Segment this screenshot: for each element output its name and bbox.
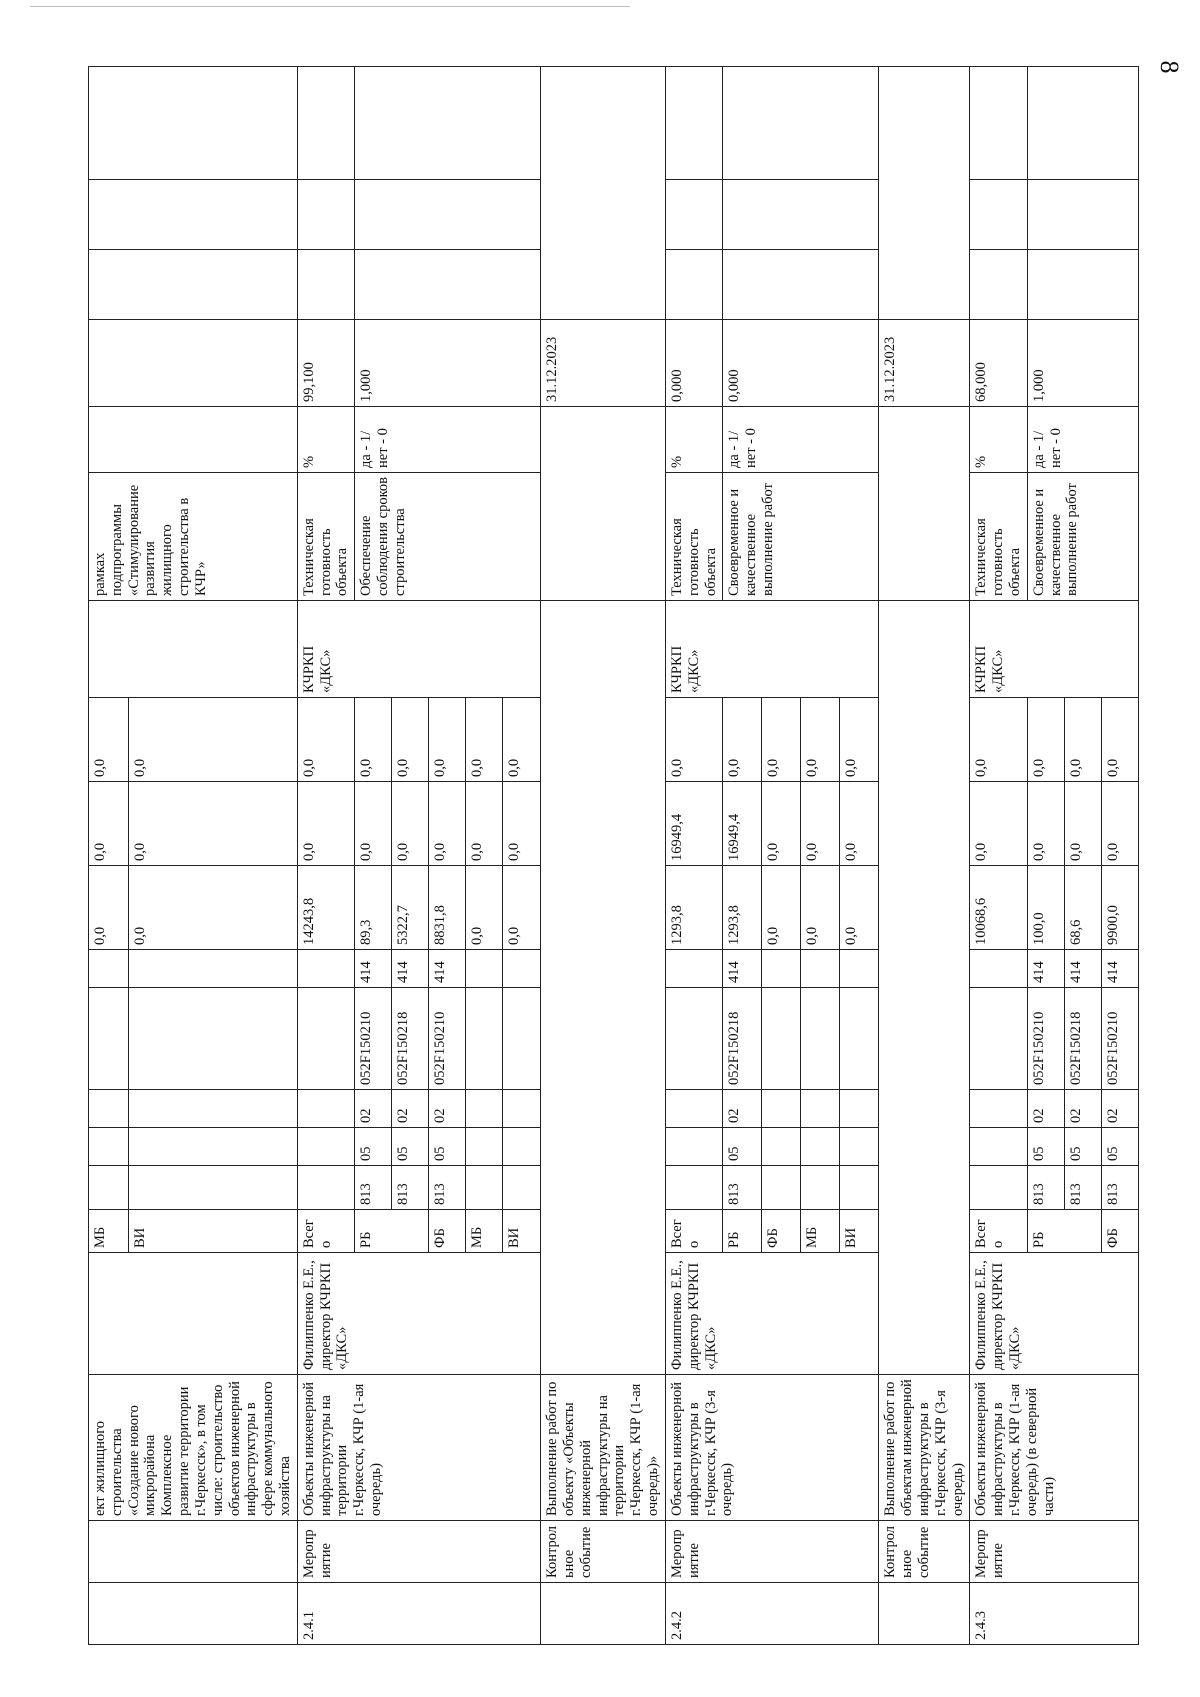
- source: ВИ: [840, 1210, 879, 1253]
- amount-total: 0,0: [762, 866, 801, 950]
- amount-y2: 0,0: [89, 782, 129, 866]
- amount-total: 0,0: [503, 866, 541, 950]
- indicator-value: 0,000: [723, 320, 879, 407]
- amount-total: 5322,7: [392, 866, 429, 950]
- amount-y3: 0,0: [1064, 698, 1101, 782]
- amount-total: 100,0: [1027, 866, 1064, 950]
- page-number: 8: [1155, 60, 1184, 74]
- table-row: [879, 67, 970, 1645]
- executor: КЧРКП «ДКС»: [297, 601, 540, 698]
- event-name: Выполнение работ по объекту «Объекты инженерной инфраструктуры на территории г.Черкесск, КЧР (1-ая очередь)»: [541, 1375, 666, 1521]
- source: РБ: [1027, 1210, 1101, 1253]
- amount-y3: 0,0: [665, 698, 722, 782]
- source: МБ: [466, 1210, 503, 1253]
- source: Всего: [970, 1210, 1027, 1253]
- amount-y3: 0,0: [1101, 698, 1138, 782]
- amount-y2: 0,0: [392, 782, 429, 866]
- item-name: Объекты инженерной инфраструктуры в г.Черкесск, КЧР (1-ая очередь) (в северной части): [970, 1375, 1138, 1521]
- amount-y3: 0,0: [297, 698, 354, 782]
- amount-total: 14243,8: [297, 866, 354, 950]
- amount-y3: 0,0: [970, 698, 1027, 782]
- amount-y3: 0,0: [355, 698, 392, 782]
- table-row: РБ 813 05 02 052F150210 414 89,3 0,0 0,0 Обеспечение соблюдения сроков строительства да - 1/ нет - 0 1,000: [355, 67, 392, 1645]
- program-table: [88, 66, 1139, 1645]
- source: ВИ: [503, 1210, 541, 1253]
- responsible: Филиппенко Е.Е., директор КЧРКП «ДКС»: [665, 1253, 878, 1375]
- event-name: Выполнение работ по объектам инженерной инфраструктуры в г.Черкесск, КЧР (3-я очередь): [879, 1375, 970, 1521]
- event-date: 31.12.2023: [879, 320, 970, 407]
- amount-y2: 0,0: [503, 782, 541, 866]
- table-row: [665, 67, 722, 1645]
- indicator-unit: %: [665, 407, 722, 473]
- source: ВИ: [128, 1210, 297, 1253]
- amount-total: 68,6: [1064, 866, 1101, 950]
- table-row: ФБ 813 05 02 052F150210 414 8831,8 0,0 0,0: [429, 67, 466, 1645]
- table-row: РБ 813 05 02 052F150218 414 1293,8 16949,4 0,0 Своевременное и качественное выполнение работ да - 1/ нет - 0 0,000: [723, 67, 762, 1645]
- amount-total: 1293,8: [723, 866, 762, 950]
- executor: КЧРКП «ДКС»: [970, 601, 1138, 698]
- indicator-unit: %: [297, 407, 354, 473]
- amount-y3: 0,0: [801, 698, 840, 782]
- item-name: Объекты инженерной инфраструктуры на территории г.Черкесск, КЧР (1-ая очередь): [297, 1375, 540, 1521]
- amount-y2: 0,0: [1101, 782, 1138, 866]
- indicator-name: Техническая готовность объекта: [297, 473, 354, 601]
- table-row: 813 05 02 052F150218 414 5322,7 0,0 0,0: [392, 67, 429, 1645]
- amount-y3: 0,0: [128, 698, 297, 782]
- amount-y3: 0,0: [840, 698, 879, 782]
- amount-total: 0,0: [801, 866, 840, 950]
- item-name: Объекты инженерной инфраструктуры в г.Черкесск, КЧР (3-я очередь): [665, 1375, 878, 1521]
- indicator-value: 1,000: [1027, 320, 1138, 407]
- amount-y3: 0,0: [429, 698, 466, 782]
- event-type: Контрольное событие: [879, 1521, 970, 1583]
- table-row: [970, 67, 1027, 1645]
- indicator-unit: да - 1/ нет - 0: [1027, 407, 1138, 473]
- event-type: Контрольное событие: [541, 1521, 666, 1583]
- item-number: 2.4.3: [970, 1583, 1138, 1645]
- item-number: 2.4.1: [297, 1583, 540, 1645]
- amount-total: 89,3: [355, 866, 392, 950]
- indicator-name: Своевременное и качественное выполнение работ: [1027, 473, 1138, 601]
- amount-total: 0,0: [840, 866, 879, 950]
- indicator-unit: да - 1/ нет - 0: [723, 407, 879, 473]
- table-row: 813 05 02 052F150218 414 68,6 0,0 0,0: [1064, 67, 1101, 1645]
- amount-y2: 0,0: [355, 782, 392, 866]
- table-row: [89, 67, 129, 1645]
- amount-y2: 0,0: [970, 782, 1027, 866]
- amount-y3: 0,0: [466, 698, 503, 782]
- source: ФБ: [429, 1210, 466, 1253]
- amount-y2: 0,0: [801, 782, 840, 866]
- source: РБ: [355, 1210, 429, 1253]
- indicator-value: 68,000: [970, 320, 1027, 407]
- amount-total: 1293,8: [665, 866, 722, 950]
- item-number: 2.4.2: [665, 1583, 878, 1645]
- responsible: Филиппенко Е.Е., директор КЧРКП «ДКС»: [970, 1253, 1138, 1375]
- amount-y2: 0,0: [466, 782, 503, 866]
- indicator-name: Своевременное и качественное выполнение работ: [723, 473, 879, 601]
- amount-y2: 0,0: [1064, 782, 1101, 866]
- source: ФБ: [762, 1210, 801, 1253]
- indicator-name: рамках подпрограммы «Стимулирование развития жилищного строительства в КЧР»: [89, 473, 298, 601]
- item-type: Мероприятие: [297, 1521, 540, 1583]
- table-row: ФБ 813 05 02 052F150210 414 9900,0 0,0 0,0: [1101, 67, 1138, 1645]
- amount-y2: 16949,4: [723, 782, 762, 866]
- indicator-value: 99,100: [297, 320, 354, 407]
- item-type: Мероприятие: [970, 1521, 1138, 1583]
- item-type: Мероприятие: [665, 1521, 878, 1583]
- indicator-value: 0,000: [665, 320, 722, 407]
- amount-y3: 0,0: [762, 698, 801, 782]
- indicator-unit: да - 1/ нет - 0: [355, 407, 541, 473]
- amount-y3: 0,0: [89, 698, 129, 782]
- indicator-unit: %: [970, 407, 1027, 473]
- amount-y2: 0,0: [1027, 782, 1064, 866]
- source: Всего: [297, 1210, 354, 1253]
- amount-y3: 0,0: [392, 698, 429, 782]
- amount-y2: 16949,4: [665, 782, 722, 866]
- amount-y2: 0,0: [297, 782, 354, 866]
- amount-y2: 0,0: [762, 782, 801, 866]
- amount-y3: 0,0: [1027, 698, 1064, 782]
- source: МБ: [89, 1210, 129, 1253]
- event-name: ект жилищного строительства «Создание нового микрорайона Комплексное развитие территории г.Черкесск», в том числе: строительство объектов инженерной инфраструктуры в сфере коммунального хозяйства: [89, 1375, 298, 1521]
- source: РБ: [723, 1210, 762, 1253]
- amount-y2: 0,0: [429, 782, 466, 866]
- amount-y3: 0,0: [723, 698, 762, 782]
- indicator-name: Техническая готовность объекта: [665, 473, 722, 601]
- rotated-page: [88, 67, 1183, 1645]
- source: МБ: [801, 1210, 840, 1253]
- indicator-value: 1,000: [355, 320, 541, 407]
- table-row: [541, 67, 666, 1645]
- executor: КЧРКП «ДКС»: [665, 601, 878, 698]
- source: ФБ: [1101, 1210, 1138, 1253]
- indicator-name: Обеспечение соблюдения сроков строительства: [355, 473, 541, 601]
- table-row: РБ 813 05 02 052F150210 414 100,0 0,0 0,0 Своевременное и качественное выполнение работ да - 1/ нет - 0 1,000: [1027, 67, 1064, 1645]
- scan-top-edge: [30, 6, 630, 7]
- amount-y2: 0,0: [128, 782, 297, 866]
- amount-total: 8831,8: [429, 866, 466, 950]
- responsible: Филиппенко Е.Е., директор КЧРКП «ДКС»: [297, 1253, 540, 1375]
- amount-total: 0,0: [128, 866, 297, 950]
- event-date: 31.12.2023: [541, 320, 666, 407]
- table-row: [297, 67, 354, 1645]
- amount-total: 0,0: [466, 866, 503, 950]
- source: Всего: [665, 1210, 722, 1253]
- indicator-name: Техническая готовность объекта: [970, 473, 1027, 601]
- amount-total: 0,0: [89, 866, 129, 950]
- amount-total: 10068,6: [970, 866, 1027, 950]
- amount-total: 9900,0: [1101, 866, 1138, 950]
- amount-y3: 0,0: [503, 698, 541, 782]
- amount-y2: 0,0: [840, 782, 879, 866]
